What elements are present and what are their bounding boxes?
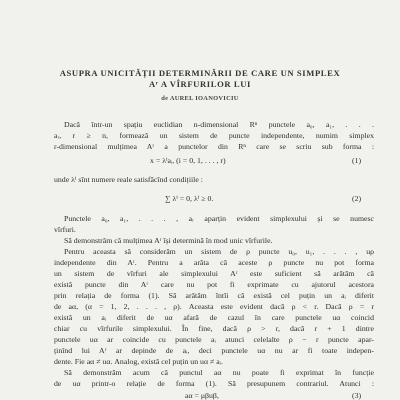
equation-number: (2) — [352, 194, 362, 203]
text-line: prin relația de forma (1). Să arătăm întîi că există cel puțin un aᵢ diferit — [54, 291, 374, 300]
text-line: vîrfuri. — [54, 225, 76, 234]
equation-number: (3) — [352, 391, 362, 400]
text-line: de uα printr-o relație de forma (1). Să presupunem contrariul. Atunci : — [54, 379, 374, 388]
text-line: există puncte din Aʳ care nu pot fi exprimate cu ajutorul acestora — [54, 280, 374, 289]
text-line: un sistem de vîrfuri ale simplexului Aʳ este suficient să arătăm că — [54, 269, 374, 278]
equation-body: ∑ λⁱ = 0, λⁱ ≥ 0. — [165, 194, 214, 203]
article-title-line2: Aʳ A VÎRFURILOR LUI — [148, 79, 251, 89]
text-line: aᵣ, r ≥ n, formează un sistem de puncte independente, numim simplex — [54, 131, 374, 140]
text-line: ținînd lui Aʳ ar depinde de aᵢ, deci punctele uα nu ar fi toate indepen- — [54, 346, 374, 355]
text-line: punctele uα ar coincide cu punctele aᵢ atunci celelalte ρ − r puncte apar- — [54, 335, 374, 344]
equation-body: aα = μβuβ, — [185, 391, 219, 400]
equation-number: (1) — [352, 156, 362, 165]
text-line: chiar cu vîrfurile simplexului. În fine, dacă ρ > r, dacă r + 1 dintre — [54, 324, 374, 333]
text-line: r-dimensional mulțimea Aʳ a punctelor din Rⁿ care se scriu sub forma : — [54, 142, 374, 151]
text-line: există un aᵢ diferit de uα afară de cazul în care punctele uα coincid — [54, 313, 374, 322]
text-line: Punctele a₀, a₁, . . . , aᵣ aparțin evident simplexului și se numesc — [64, 214, 374, 223]
text-line: Pentru aceasta să considerăm un sistem de ρ puncte u₀, u₁, . . . , uρ — [64, 247, 374, 256]
equation-body: x = λⁱaᵢ, (i = 0, 1, . . . , r) — [150, 156, 226, 165]
text-line: Dacă într-un spațiu euclidian n-dimensional Rⁿ punctele a₀, a₁, . . . — [64, 120, 374, 129]
text-line: Să demonstrăm că mulțimea Aʳ își determină în mod unic vîrfurile. — [64, 236, 273, 245]
text-line: unde λⁱ sînt numere reale satisfăcînd condițiile : — [54, 175, 203, 184]
text-line: dente. Fie aα ≠ uα. Analog, există cel puțin un uα ≠ aᵢ. — [54, 357, 223, 366]
text-line: Să demonstrăm acum că punctul aα nu poate fi exprimat în funcție — [64, 368, 374, 377]
text-line: independente din Aʳ. Pentru a arăta că aceste ρ puncte nu pot forma — [54, 258, 374, 267]
article-title-line1: ASUPRA UNICITĂȚII DETERMINĂRII DE CARE UN SIMPLEX — [59, 68, 341, 78]
text-line: de aα, (α = 1, 2, . . . , ρ). Aceasta este evident dacă ρ < r. Dacă ρ = r — [54, 302, 374, 311]
author-byline: de AUREL IOANOVICIU — [161, 95, 239, 102]
